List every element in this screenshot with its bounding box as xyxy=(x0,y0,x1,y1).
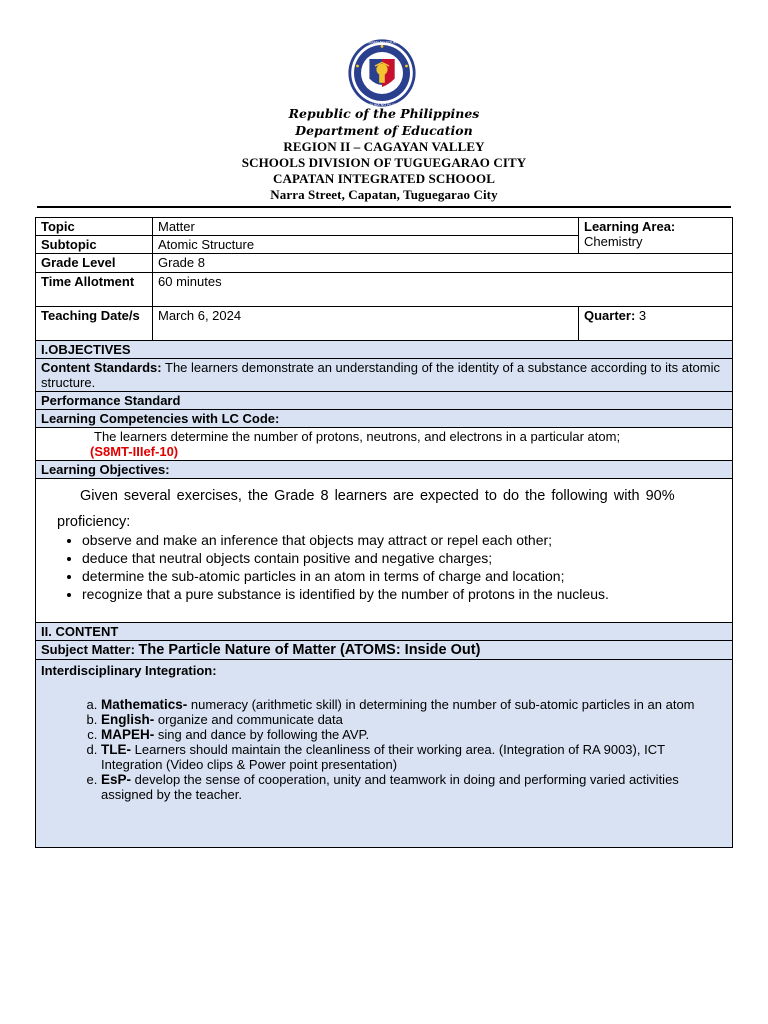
row-performance xyxy=(36,392,733,410)
row-topic xyxy=(36,218,733,236)
row-competencies-heading xyxy=(36,410,733,428)
content-standards-cell xyxy=(36,359,733,392)
integration-item: a. Mathematics- numeracy (arithmetic skill) in determining the number of sub-atomic particles in an atom xyxy=(101,697,727,712)
content-heading: II. CONTENT xyxy=(36,623,733,641)
objective-item: • recognize that a pure substance is identified by the number of protons in the nucleus. xyxy=(82,585,727,603)
topic-label: Topic xyxy=(36,218,153,236)
learning-objectives-label: Learning Objectives: xyxy=(36,461,733,479)
competency-cell xyxy=(36,428,733,461)
row-learning-objectives xyxy=(36,479,733,623)
quarter-label: Quarter: xyxy=(584,308,636,323)
header-region: REGION II – CAGAYAN VALLEY xyxy=(283,139,485,154)
objective-item: • determine the sub-atomic particles in an atom in terms of charge and location; xyxy=(82,567,727,585)
integration-list xyxy=(41,697,727,802)
integration-cell xyxy=(36,660,733,848)
content-standards-label: Content Standards: xyxy=(41,360,162,375)
row-time xyxy=(36,273,733,307)
time-label: Time Allotment xyxy=(36,273,153,307)
performance-standard-label: Performance Standard xyxy=(36,392,733,410)
competency-text: The learners determine the number of protons, neutrons, and electrons in a particular atom; xyxy=(94,429,621,444)
lesson-plan-table xyxy=(35,217,733,848)
header-school: CAPATAN INTEGRATED SCHOOOL xyxy=(273,171,495,186)
row-objectives-heading xyxy=(36,341,733,359)
header-republic: Republic of the Philippines xyxy=(288,106,480,121)
row-date xyxy=(36,307,733,341)
integration-item: d. TLE- Learners should maintain the cleanliness of their working area. (Integration of RA 9003), ICT Integration (Video clips & Power point presentation) xyxy=(101,742,727,772)
topic-value: Matter xyxy=(153,218,579,236)
time-value: 60 minutes xyxy=(153,273,733,307)
grade-value: Grade 8 xyxy=(153,254,733,273)
row-content-standards xyxy=(36,359,733,392)
header-address: Narra Street, Capatan, Tuguegarao City xyxy=(270,187,498,202)
svg-text:KAGAWARAN NG EDUKASYON: KAGAWARAN NG EDUKASYON xyxy=(356,40,408,45)
integration-item: c. MAPEH- sing and dance by following the AVP. xyxy=(101,727,727,742)
quarter-value: 3 xyxy=(638,308,647,323)
row-grade xyxy=(36,254,733,273)
row-integration xyxy=(36,660,733,848)
learning-area-label: Learning Area: xyxy=(584,219,676,234)
objective-item: • deduce that neutral objects contain positive and negative charges; xyxy=(82,549,727,567)
objective-item: • observe and make an inference that objects may attract or repel each other; xyxy=(82,531,727,549)
subject-matter-label: Subject Matter: xyxy=(41,642,135,657)
integration-label: Interdisciplinary Integration: xyxy=(41,663,217,678)
subtopic-label: Subtopic xyxy=(36,236,153,254)
svg-text:REPUBLIKA NG PILIPINAS: REPUBLIKA NG PILIPINAS xyxy=(360,102,404,107)
date-value: March 6, 2024 xyxy=(153,307,579,341)
learning-area-value: Chemistry xyxy=(584,234,643,249)
integration-item: b. English- organize and communicate data xyxy=(101,712,727,727)
grade-label: Grade Level xyxy=(36,254,153,273)
row-subject-matter xyxy=(36,641,733,660)
competencies-label: Learning Competencies with LC Code: xyxy=(36,410,733,428)
header-divider xyxy=(37,206,731,208)
row-competency xyxy=(36,428,733,461)
objectives-intro: Given several exercises, the Grade 8 learners are expected to do the following with 90% xyxy=(80,488,675,504)
subtopic-value: Atomic Structure xyxy=(153,236,579,254)
subject-matter-value: The Particle Nature of Matter (ATOMS: Inside Out) xyxy=(138,642,481,658)
header-division: SCHOOLS DIVISION OF TUGUEGARAO CITY xyxy=(241,155,527,170)
objectives-heading: I.OBJECTIVES xyxy=(36,341,733,359)
lc-code: (S8MT-IIIef-10) xyxy=(90,444,179,459)
integration-item: e. EsP- develop the sense of cooperation, unity and teamwork in doing and performing varied activities assigned by the teacher. xyxy=(101,772,727,802)
header-department: Department of Education xyxy=(295,123,473,138)
quarter-cell xyxy=(579,307,733,341)
objectives-intro-cont: proficiency: xyxy=(57,514,131,530)
date-label: Teaching Date/s xyxy=(36,307,153,341)
row-content-heading xyxy=(36,623,733,641)
content-standards-text: The learners demonstrate an understanding of the identity of a substance according to its atomic structure. xyxy=(41,360,721,390)
subject-matter-cell xyxy=(36,641,733,660)
learning-area-cell xyxy=(579,218,733,254)
deped-seal-logo xyxy=(347,38,417,108)
row-learning-objectives-heading xyxy=(36,461,733,479)
learning-objectives-cell xyxy=(36,479,733,623)
objectives-list xyxy=(41,531,727,603)
